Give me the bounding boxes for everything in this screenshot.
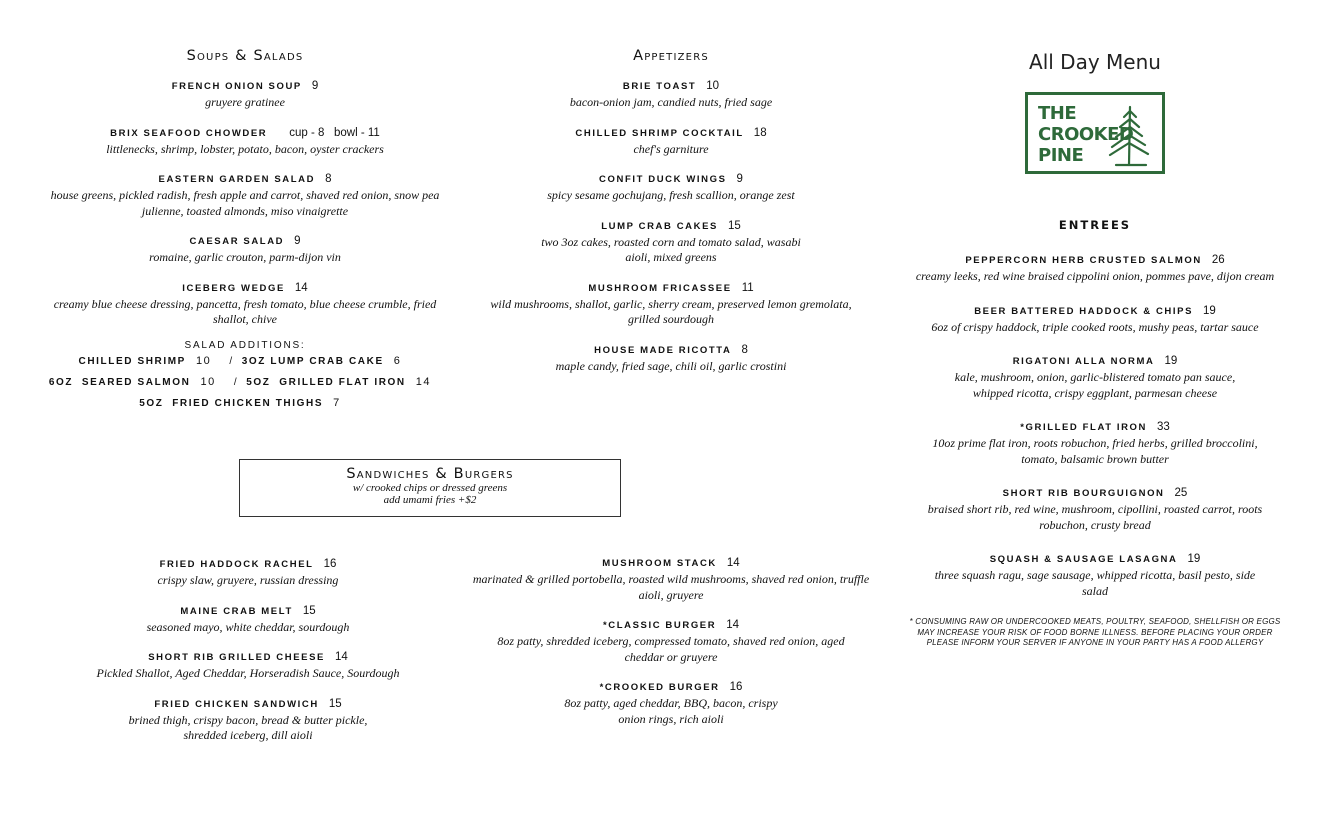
menu-item	[45, 233, 445, 266]
menu-item	[45, 171, 445, 219]
addition-line	[45, 397, 445, 409]
addition-name: 3OZ LUMP CRAB CAKE	[241, 355, 384, 367]
item-name: SHORT RIB BOURGUIGNON	[1002, 488, 1165, 499]
item-price: 11	[741, 281, 754, 294]
item-name: MUSHROOM FRICASSEE	[588, 282, 732, 294]
menu-item	[490, 171, 852, 204]
item-description: spicy sesame gochujang, fresh scallion, orange zest	[547, 188, 795, 202]
item-description: marinated & grilled portobella, roasted wild mushrooms, shaved red onion, truffle aioli, gruyere	[472, 572, 870, 602]
item-description: wild mushrooms, shallot, garlic, sherry cream, preserved lemon gremolata, grilled sourdough	[490, 296, 852, 326]
item-description: maple candy, fried sage, chili oil, garlic crostini	[555, 358, 787, 373]
item-name: LUMP CRAB CAKES	[601, 220, 718, 232]
item-price: 18	[753, 126, 767, 139]
section-title: Appetizers	[633, 48, 709, 64]
addition-price: 7	[333, 396, 341, 409]
addition-name: 5OZ GRILLED FLAT IRON	[246, 376, 406, 388]
menu-item	[490, 342, 852, 375]
item-price: 10	[706, 80, 720, 92]
item-price: 9	[294, 235, 301, 247]
menu-list	[45, 78, 445, 328]
item-name: CAESAR SALAD	[189, 236, 285, 247]
section-title: Soups & Salads	[186, 48, 304, 64]
menu-item	[45, 125, 445, 158]
item-description: littlenecks, shrimp, lobster, potato, bacon, oyster crackers	[106, 141, 384, 156]
addition-line: CHILLED SHRIMP 10 / 3OZ LUMP CRAB CAKE 6	[78, 354, 402, 367]
item-description: 8oz patty, aged cheddar, BBQ, bacon, crispy onion rings, rich aioli	[564, 696, 778, 726]
menu-item	[470, 679, 872, 727]
item-description: three squash ragu, sage sausage, whipped ricotta, basil pesto, side salad	[934, 568, 1256, 598]
item-name: CONFIT DUCK WINGS	[599, 174, 727, 185]
item-name: MUSHROOM STACK	[602, 558, 717, 569]
menu-item	[470, 555, 872, 603]
item-price: 14	[294, 281, 308, 294]
section-title: Sandwiches & Burgers	[346, 466, 514, 482]
item-description: bacon-onion jam, candied nuts, fried sage	[569, 95, 773, 109]
menu-item	[895, 252, 1295, 285]
item-name: HOUSE MADE RICOTTA	[594, 344, 732, 356]
item-price: cup - 8 bowl - 11	[289, 126, 380, 139]
menu-item	[895, 551, 1295, 599]
item-description: braised short rib, red wine, mushroom, cipollini, roasted carrot, roots robuchon, crusty bread	[927, 502, 1263, 532]
addition-name: 6OZ SEARED SALMON	[48, 376, 191, 388]
item-price: 14	[726, 619, 739, 631]
logo-text: THE CROOKED PINE	[1038, 103, 1134, 166]
menu-item	[48, 696, 448, 744]
addition-price: 6	[393, 354, 402, 367]
item-description: romaine, garlic crouton, parm-dijon vin	[149, 250, 341, 264]
item-name: *CLASSIC BURGER	[603, 620, 717, 631]
addition-name: 5OZ FRIED CHICKEN THIGHS	[139, 397, 324, 409]
item-name: MAINE CRAB MELT	[180, 605, 293, 617]
item-name: BRIX SEAFOOD CHOWDER	[110, 127, 268, 139]
item-price: 9	[311, 80, 319, 92]
menu-item	[895, 303, 1295, 336]
item-description: Pickled Shallot, Aged Cheddar, Horseradish Sauce, Sourdough	[96, 666, 400, 680]
item-name: *CROOKED BURGER	[599, 682, 720, 693]
item-description: crispy slaw, gruyere, russian dressing	[157, 573, 339, 587]
item-name: RIGATONI ALLA NORMA	[1012, 356, 1155, 367]
item-description: creamy blue cheese dressing, pancetta, fresh tomato, blue cheese crumble, fried shallot, chive	[53, 296, 437, 326]
item-description: two 3oz cakes, roasted corn and tomato salad, wasabi aioli, mixed greens	[541, 234, 801, 264]
item-price: 14	[726, 557, 740, 569]
item-name: ICEBERG WEDGE	[182, 282, 285, 294]
salad-additions	[45, 340, 445, 409]
item-name: *GRILLED FLAT IRON	[1020, 422, 1147, 433]
item-price: 33	[1157, 421, 1170, 433]
addition-price: 10	[195, 354, 212, 367]
item-price: 16	[323, 558, 337, 570]
item-description: chef's garniture	[633, 141, 709, 156]
item-description: brined thigh, crispy bacon, bread & butter pickle, shredded iceberg, dill aioli	[128, 712, 368, 742]
item-price: 26	[1211, 254, 1225, 266]
entrees-section	[895, 218, 1295, 649]
item-price: 15	[328, 697, 342, 710]
menu-item	[895, 353, 1295, 401]
item-price: 19	[1164, 355, 1178, 367]
item-price: 14	[334, 651, 348, 663]
addition-line: 6OZ SEARED SALMON 10 / 5OZ GRILLED FLAT IRON 14	[48, 375, 432, 388]
appetizers-section	[490, 48, 852, 388]
item-price: 19	[1187, 553, 1201, 565]
menu-item	[48, 603, 448, 636]
menu-item	[490, 78, 852, 111]
item-name: PEPPERCORN HERB CRUSTED SALMON	[965, 255, 1202, 266]
sandwiches-addon: add umami fries +$2	[383, 494, 477, 506]
section-title: ENTREES	[1058, 218, 1132, 232]
additions-title: SALAD ADDITIONS:	[184, 339, 306, 351]
menu-item	[45, 280, 445, 328]
soups-salads-section	[45, 48, 445, 418]
item-price: 15	[302, 604, 316, 617]
sandwiches-left-list	[48, 556, 448, 758]
item-name: EASTERN GARDEN SALAD	[158, 174, 316, 185]
menu-item	[48, 556, 448, 589]
item-description: house greens, pickled radish, fresh apple and carrot, shaved red onion, snow pea julienne, toasted almonds, miso vinaigrette	[50, 188, 440, 218]
item-name: CHILLED SHRIMP COCKTAIL	[575, 127, 744, 139]
menu-item	[490, 280, 852, 328]
item-description: kale, mushroom, onion, garlic-blistered tomato pan sauce, whipped ricotta, crispy eggplant, parmesan cheese	[954, 370, 1236, 400]
page-title: All Day Menu	[1029, 50, 1161, 74]
item-description: creamy leeks, red wine braised cippolini onion, pommes pave, dijon cream	[915, 269, 1275, 283]
item-description: gruyere gratinee	[205, 95, 285, 109]
menu-item	[45, 78, 445, 111]
item-description: seasoned mayo, white cheddar, sourdough	[146, 619, 350, 634]
item-description: 10oz prime flat iron, roots robuchon, fried herbs, grilled broccolini, tomato, balsamic brown butter	[932, 436, 1258, 466]
item-price: 8	[325, 173, 332, 185]
menu-item	[895, 485, 1295, 533]
item-name: BEER BATTERED HADDOCK & CHIPS	[974, 305, 1194, 317]
pine-tree-icon	[1106, 103, 1152, 169]
menu-item	[48, 649, 448, 682]
item-name: BRIE TOAST	[622, 81, 697, 92]
item-price: 25	[1174, 487, 1188, 499]
menu-item	[470, 617, 872, 665]
menu-item	[490, 125, 852, 158]
item-price: 15	[727, 219, 741, 232]
sandwiches-subtitle: w/ crooked chips or dressed greens	[352, 482, 508, 494]
sandwiches-header-box	[239, 459, 621, 517]
item-price: 19	[1203, 304, 1216, 317]
menu-item	[895, 419, 1295, 467]
sandwiches-right-list	[470, 555, 872, 741]
item-price: 8	[741, 343, 748, 356]
item-name: FRIED HADDOCK RACHEL	[159, 559, 314, 570]
item-name: SHORT RIB GRILLED CHEESE	[148, 652, 325, 663]
addition-price: 14	[415, 375, 432, 388]
item-price: 16	[729, 681, 743, 693]
item-name: FRIED CHICKEN SANDWICH	[154, 698, 319, 710]
item-name: FRENCH ONION SOUP	[171, 81, 302, 92]
menu-item	[490, 218, 852, 266]
item-description: 6oz of crispy haddock, triple cooked roots, mushy peas, tartar sauce	[931, 319, 1259, 334]
allergy-disclaimer: * CONSUMING RAW OR UNDERCOOKED MEATS, POULTRY, SEAFOOD, SHELLFISH OR EGGS MAY INCREASE YOUR RISK OF FOOD BORNE ILLNESS. BEFORE PLACING YOUR ORDER PLEASE INFORM YOUR SERVER IF ANYONE IN YOUR PARTY HAS A FOOD ALLERGY	[909, 617, 1281, 647]
menu-header	[1010, 50, 1180, 174]
item-name: SQUASH & SAUSAGE LASAGNA	[989, 554, 1178, 565]
item-price: 9	[736, 173, 743, 185]
item-description: 8oz patty, shredded iceberg, compressed tomato, shaved red onion, aged cheddar or gruyere	[497, 634, 845, 664]
addition-price: 10	[200, 375, 216, 388]
crooked-pine-logo	[1025, 92, 1165, 174]
addition-name: CHILLED SHRIMP	[78, 355, 186, 367]
